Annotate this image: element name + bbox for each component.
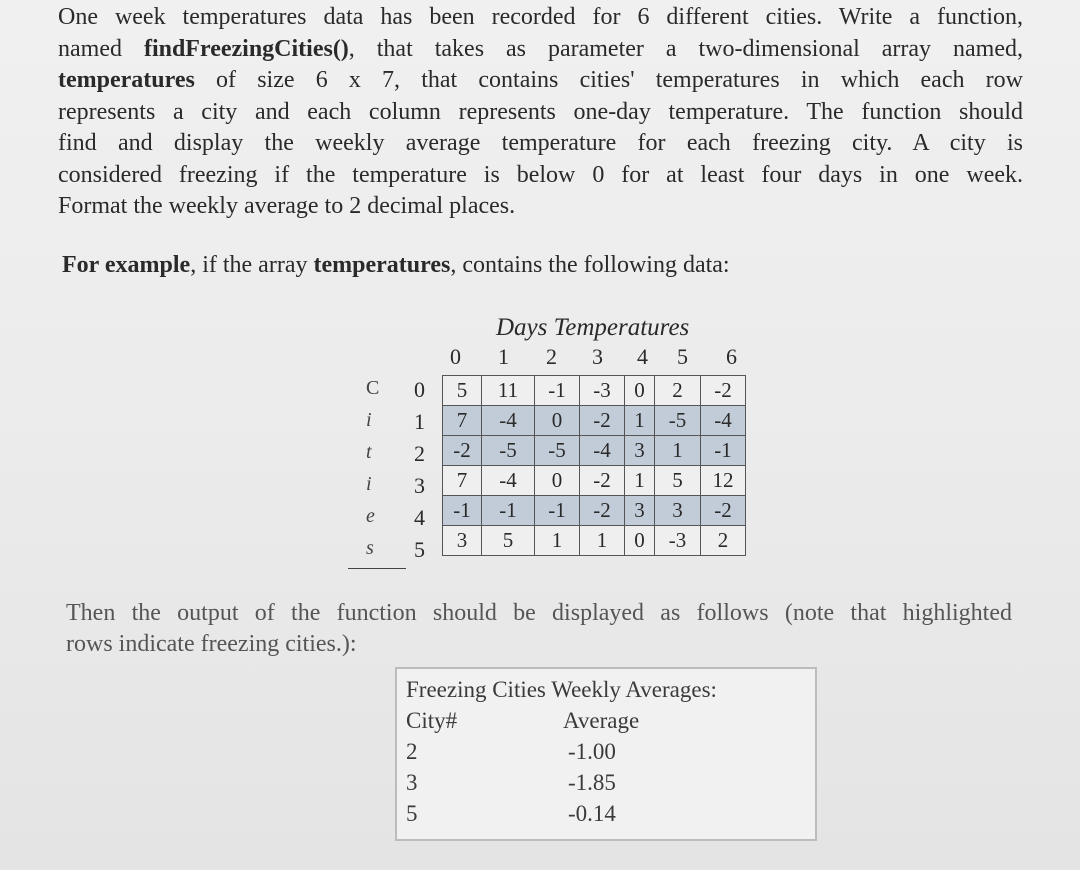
row-index: 4 bbox=[414, 505, 425, 530]
table-cell: 5 bbox=[482, 526, 535, 556]
column-index: 3 bbox=[592, 344, 603, 369]
table-cell: -4 bbox=[580, 436, 625, 466]
table-cell: 2 bbox=[701, 526, 746, 556]
row-index: 2 bbox=[414, 441, 425, 466]
output-average: -0.14 bbox=[568, 801, 616, 826]
table-cell: 1 bbox=[535, 526, 580, 556]
table-cell: -2 bbox=[580, 406, 625, 436]
table-cell: -3 bbox=[580, 376, 625, 406]
table-cell: 0 bbox=[625, 376, 655, 406]
table-row bbox=[443, 406, 746, 436]
problem-line-7: Format the weekly average to 2 decimal places. bbox=[58, 193, 516, 219]
temperatures-table bbox=[442, 375, 746, 556]
table-row bbox=[443, 376, 746, 406]
row-index: 1 bbox=[414, 409, 425, 434]
table-cell: 5 bbox=[655, 466, 701, 496]
problem-line-2: named findFreezingCities(), that takes as parameter a two-dimensional array named, bbox=[58, 35, 1023, 62]
table-cell: -5 bbox=[535, 436, 580, 466]
side-letter: t bbox=[366, 441, 372, 463]
output-city: 2 bbox=[406, 739, 418, 764]
table-cell: -1 bbox=[701, 436, 746, 466]
output-note bbox=[66, 598, 1012, 660]
table-cell: 1 bbox=[625, 406, 655, 436]
side-letter: e bbox=[366, 505, 375, 527]
problem-line-3: temperatures of size 6 x 7, that contains cities' temperatures in which each row bbox=[58, 67, 1023, 93]
problem-line-6: considered freezing if the temperature is below 0 for at least four days in one week. bbox=[58, 161, 1023, 188]
row-index: 3 bbox=[414, 473, 425, 498]
output-note-line-1: Then the output of the function should be displayed as follows (note that highlighted bbox=[66, 600, 1012, 626]
output-header-average: Average bbox=[563, 708, 640, 733]
output-row bbox=[406, 770, 806, 800]
output-average: -1.00 bbox=[568, 739, 616, 764]
table-cell: 7 bbox=[443, 466, 482, 496]
table-cell: 0 bbox=[535, 406, 580, 436]
column-index: 4 bbox=[637, 344, 648, 369]
table-cell: -2 bbox=[580, 466, 625, 496]
problem-line-4: represents a city and each column represents one-day temperature. The function should bbox=[58, 98, 1023, 125]
column-index: 5 bbox=[677, 344, 688, 369]
table-row bbox=[443, 436, 746, 466]
output-average: -1.85 bbox=[568, 770, 616, 795]
output-row bbox=[406, 739, 806, 769]
table-cell: 1 bbox=[580, 526, 625, 556]
table-cell: -2 bbox=[443, 436, 482, 466]
column-index: 1 bbox=[498, 344, 509, 369]
table-cell: -1 bbox=[535, 376, 580, 406]
array-name: temperatures bbox=[58, 67, 195, 93]
table-row bbox=[443, 526, 746, 556]
row-index: 0 bbox=[414, 377, 425, 402]
table-cell: 2 bbox=[655, 376, 701, 406]
problem-line-1: One week temperatures data has been recorded for 6 different cities. Write a function, bbox=[58, 4, 1023, 30]
table-title: Days Temperatures bbox=[496, 314, 690, 341]
output-city: 3 bbox=[406, 770, 418, 795]
table-cell: -4 bbox=[701, 406, 746, 436]
table-cell: 3 bbox=[443, 526, 482, 556]
table-row bbox=[443, 466, 746, 496]
table-cell: 12 bbox=[701, 466, 746, 496]
output-row bbox=[406, 801, 806, 831]
side-label-underline bbox=[348, 568, 406, 569]
table-cell: 3 bbox=[625, 496, 655, 526]
table-cell: 3 bbox=[655, 496, 701, 526]
table-row bbox=[443, 496, 746, 526]
table-cell: -1 bbox=[535, 496, 580, 526]
side-letter: i bbox=[366, 473, 372, 495]
table-cell: -3 bbox=[655, 526, 701, 556]
table-cell: -5 bbox=[482, 436, 535, 466]
column-index: 6 bbox=[726, 344, 737, 369]
table-cell: -4 bbox=[482, 466, 535, 496]
table-cell: 0 bbox=[535, 466, 580, 496]
table-cell: -5 bbox=[655, 406, 701, 436]
function-name: findFreezingCities() bbox=[143, 35, 349, 62]
side-letter: i bbox=[366, 409, 372, 431]
problem-line-5: find and display the weekly average temperature for each freezing city. A city is bbox=[58, 130, 1023, 156]
problem-statement bbox=[58, 2, 1023, 223]
output-title: Freezing Cities Weekly Averages: bbox=[406, 677, 717, 702]
expected-output-box bbox=[395, 667, 817, 841]
output-note-line-2: rows indicate freezing cities.): bbox=[66, 631, 357, 657]
table-cell: -1 bbox=[482, 496, 535, 526]
table-cell: -4 bbox=[482, 406, 535, 436]
table-cell: 11 bbox=[482, 376, 535, 406]
row-index: 5 bbox=[414, 537, 425, 562]
side-letter: s bbox=[366, 537, 374, 559]
column-index: 0 bbox=[450, 344, 461, 369]
table-cell: 7 bbox=[443, 406, 482, 436]
table-cell: 3 bbox=[625, 436, 655, 466]
output-header-city: City# bbox=[406, 708, 458, 733]
table-cell: -2 bbox=[701, 496, 746, 526]
table-cell: -2 bbox=[580, 496, 625, 526]
output-city: 5 bbox=[406, 801, 418, 826]
column-index: 2 bbox=[546, 344, 557, 369]
table-cell: 1 bbox=[655, 436, 701, 466]
side-letter: C bbox=[366, 377, 380, 399]
table-cell: -2 bbox=[701, 376, 746, 406]
table-cell: 0 bbox=[625, 526, 655, 556]
example-intro: For example, if the array temperatures, contains the following data: bbox=[62, 252, 730, 278]
table-cell: -1 bbox=[443, 496, 482, 526]
table-cell: 1 bbox=[625, 466, 655, 496]
table-cell: 5 bbox=[443, 376, 482, 406]
